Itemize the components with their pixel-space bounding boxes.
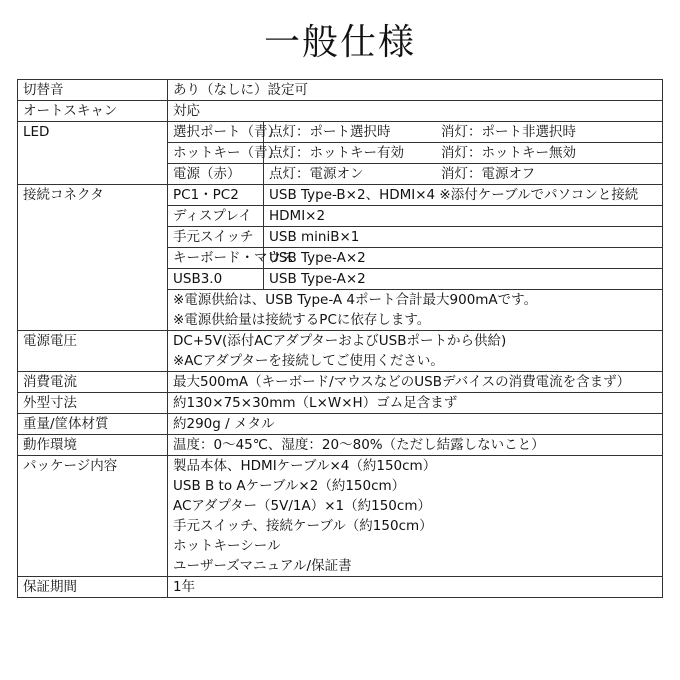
row-switch-sound	[18, 80, 663, 101]
row-value: 最大500mA（キーボード/マウスなどのUSBデバイスの消費電流を含まず）	[168, 372, 663, 393]
led-off-text: 消灯：ホットキー無効	[441, 145, 576, 161]
led-on-text: 点灯：電源オン	[269, 166, 364, 182]
connector-value: USB Type-A×2	[264, 269, 663, 290]
row-warranty	[18, 577, 663, 598]
row-led-0	[18, 122, 663, 143]
connector-name: PC1・PC2	[168, 185, 264, 206]
package-item: 手元スイッチ、接続ケーブル（約150cm）	[173, 518, 433, 534]
package-item: ACアダプター（5V/1A）×1（約150cm）	[173, 498, 431, 514]
connector-value: USB Type-B×2、HDMI×4 ※添付ケーブルでパソコンと接続	[264, 185, 663, 206]
row-label: 切替音	[18, 80, 168, 101]
led-item-state	[264, 164, 663, 185]
row-label: 外型寸法	[18, 393, 168, 414]
row-dimensions	[18, 393, 663, 414]
row-value: 対応	[168, 101, 663, 122]
row-value: 約130×75×30mm（L×W×H）ゴム足含まず	[168, 393, 663, 414]
row-value	[168, 331, 663, 372]
connector-value: USB Type-A×2	[264, 248, 663, 269]
connector-name: ディスプレイ	[168, 206, 264, 227]
row-package	[18, 456, 663, 577]
note-line: ※電源供給量は接続するPCに依存します。	[173, 312, 431, 328]
row-value: 温度：0～45℃、湿度：20～80%（ただし結露しないこと）	[168, 435, 663, 456]
spec-table	[17, 79, 663, 598]
page-title: 一般仕様	[263, 22, 416, 63]
led-item-name: ホットキー（青）	[168, 143, 264, 164]
row-label: 重量/筐体材質	[18, 414, 168, 435]
row-value: 1年	[168, 577, 663, 598]
row-power-consumption	[18, 372, 663, 393]
row-power-voltage	[18, 331, 663, 372]
package-item: USB B to Aケーブル×2（約150cm）	[173, 478, 406, 494]
connector-value: USB miniB×1	[264, 227, 663, 248]
row-label: オートスキャン	[18, 101, 168, 122]
connector-name: 手元スイッチ	[168, 227, 264, 248]
connector-name: USB3.0	[168, 269, 264, 290]
row-label: 動作環境	[18, 435, 168, 456]
row-value	[168, 456, 663, 577]
led-on-text: 点灯：ポート選択時	[269, 124, 391, 140]
package-item: 製品本体、HDMIケーブル×4（約150cm）	[173, 458, 437, 474]
row-label: パッケージ内容	[18, 456, 168, 577]
row-label: 接続コネクタ	[18, 185, 168, 331]
connector-name: キーボード・マウス	[168, 248, 264, 269]
package-item: ホットキーシール	[173, 538, 281, 554]
led-off-text: 消灯：ポート非選択時	[441, 124, 576, 140]
row-label: 電源電圧	[18, 331, 168, 372]
led-item-name: 電源（赤）	[168, 164, 264, 185]
row-label: LED	[18, 122, 168, 185]
row-label: 消費電流	[18, 372, 168, 393]
row-connector-0	[18, 185, 663, 206]
row-environment	[18, 435, 663, 456]
connector-notes	[168, 290, 663, 331]
led-off-text: 消灯：電源オフ	[441, 166, 536, 182]
led-item-state	[264, 122, 663, 143]
led-item-state	[264, 143, 663, 164]
row-auto-scan	[18, 101, 663, 122]
package-item: ユーザーズマニュアル/保証書	[173, 558, 352, 574]
row-value: 約290g / メタル	[168, 414, 663, 435]
row-value: あり（なしに）設定可	[168, 80, 663, 101]
note-line: ※電源供給は、USB Type-A 4ポート合計最大900mAです。	[173, 292, 538, 308]
value-line: ※ACアダプターを接続してご使用ください。	[173, 353, 444, 369]
row-label: 保証期間	[18, 577, 168, 598]
row-weight	[18, 414, 663, 435]
connector-value: HDMI×2	[264, 206, 663, 227]
led-item-name: 選択ポート（青）	[168, 122, 264, 143]
led-on-text: 点灯：ホットキー有効	[269, 145, 404, 161]
value-line: DC+5V(添付ACアダプターおよびUSBポートから供給)	[173, 333, 507, 349]
